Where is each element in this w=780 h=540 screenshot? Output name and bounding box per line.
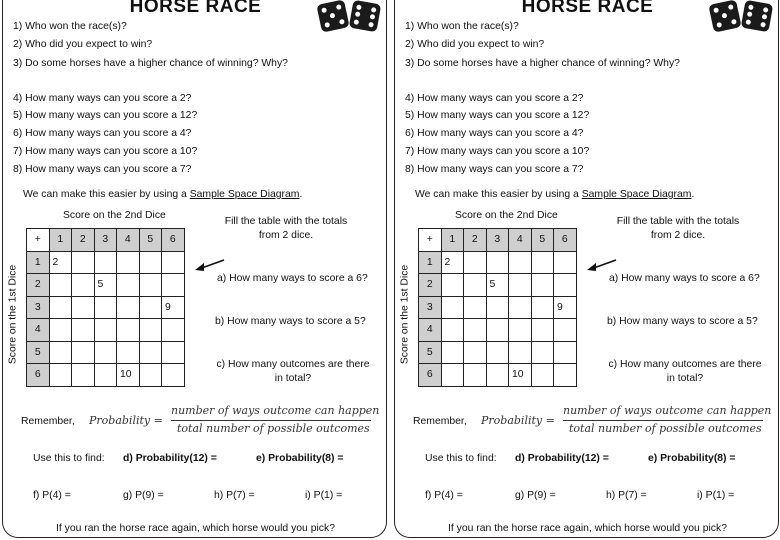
grid-cell[interactable] xyxy=(441,296,464,319)
worksheet-title: HORSE RACE xyxy=(521,0,654,17)
grid-row xyxy=(419,296,577,319)
grid-cell[interactable] xyxy=(139,251,162,274)
grid-cell[interactable]: 10 xyxy=(117,364,140,387)
grid-cell[interactable] xyxy=(162,341,185,364)
grid-row-header: 2 xyxy=(27,274,50,297)
question-1: 1) Who won the race(s)? xyxy=(13,21,127,32)
grid-cell[interactable] xyxy=(139,296,162,319)
grid-corner: + xyxy=(27,229,50,252)
grid-cell[interactable] xyxy=(486,319,509,342)
grid-col-header: 6 xyxy=(162,229,185,252)
grid-cell[interactable] xyxy=(162,364,185,387)
grid-cell[interactable] xyxy=(531,296,554,319)
grid-row xyxy=(27,319,185,342)
grid-row xyxy=(419,341,577,364)
grid-col-header: 2 xyxy=(464,229,487,252)
grid-row-header: 3 xyxy=(27,296,50,319)
grid-row xyxy=(27,274,185,297)
grid-cell[interactable] xyxy=(554,341,577,364)
question-1: 1) Who won the race(s)? xyxy=(405,21,519,32)
grid-cell[interactable] xyxy=(162,319,185,342)
sample-space-grid xyxy=(26,228,185,387)
grid-row-header: 3 xyxy=(419,296,442,319)
grid-row xyxy=(419,274,577,297)
grid-row-header: 6 xyxy=(419,364,442,387)
grid-cell[interactable] xyxy=(464,341,487,364)
grid-row xyxy=(27,364,185,387)
question-e: e) Probability(8) = xyxy=(648,453,736,464)
grid-cell[interactable] xyxy=(72,341,95,364)
sample-space-link: Sample Space Diagram xyxy=(189,189,300,200)
remember-label: Remember, xyxy=(21,416,75,427)
grid-col-header: 4 xyxy=(509,229,532,252)
dice-icon xyxy=(741,0,773,32)
grid-cell[interactable] xyxy=(554,251,577,274)
question-7: 7) How many ways can you score a 10? xyxy=(13,146,198,157)
question-c: c) How many outcomes are there in total? xyxy=(216,359,370,384)
question-8: 8) How many ways can you score a 7? xyxy=(405,164,584,175)
grid-cell[interactable] xyxy=(72,251,95,274)
formula-numerator: number of ways outcome can happen xyxy=(563,404,772,417)
question-7: 7) How many ways can you score a 10? xyxy=(405,146,590,157)
grid-cell[interactable] xyxy=(464,274,487,297)
question-f: f) P(4) = xyxy=(425,490,463,501)
grid-row-header: 4 xyxy=(27,319,50,342)
formula-denominator: total number of possible outcomes xyxy=(177,422,370,435)
grid-cell[interactable] xyxy=(139,319,162,342)
question-h: h) P(7) = xyxy=(606,490,647,501)
question-d: d) Probability(12) = xyxy=(515,453,609,464)
grid-cell[interactable]: 2 xyxy=(49,251,72,274)
question-h: h) P(7) = xyxy=(214,490,255,501)
grid-cell[interactable] xyxy=(509,341,532,364)
question-5: 5) How many ways can you score a 12? xyxy=(405,110,590,121)
grid-row-header: 6 xyxy=(27,364,50,387)
arrow-icon xyxy=(587,258,617,272)
grid-cell[interactable] xyxy=(72,296,95,319)
grid-cell[interactable] xyxy=(94,296,117,319)
grid-cell[interactable] xyxy=(554,319,577,342)
grid-cell[interactable] xyxy=(486,364,509,387)
question-8: 8) How many ways can you score a 7? xyxy=(13,164,192,175)
remember-label: Remember, xyxy=(413,416,467,427)
grid-col-header: 2 xyxy=(72,229,95,252)
grid-row xyxy=(419,319,577,342)
grid-cell[interactable] xyxy=(509,296,532,319)
use-this-label: Use this to find: xyxy=(33,453,105,464)
grid-col-header: 3 xyxy=(94,229,117,252)
bottom-question: If you ran the horse race again, which horse would you pick? xyxy=(56,523,335,534)
dice-icon xyxy=(316,0,349,33)
grid-cell[interactable] xyxy=(49,364,72,387)
grid-cell[interactable] xyxy=(139,274,162,297)
grid-cell[interactable] xyxy=(162,274,185,297)
grid-row xyxy=(27,296,185,319)
dice-icon xyxy=(708,0,741,33)
grid-col-header: 1 xyxy=(49,229,72,252)
formula-label: Probability = xyxy=(89,414,163,427)
worksheet-left xyxy=(2,0,387,538)
grid-cell[interactable] xyxy=(139,364,162,387)
grid-cell[interactable] xyxy=(117,251,140,274)
grid-cell[interactable] xyxy=(509,319,532,342)
grid-cell[interactable] xyxy=(531,251,554,274)
grid-cell[interactable] xyxy=(531,341,554,364)
question-5: 5) How many ways can you score a 12? xyxy=(13,110,198,121)
grid-cell[interactable] xyxy=(162,251,185,274)
worksheet-right xyxy=(394,0,779,538)
grid-cell[interactable] xyxy=(531,319,554,342)
question-g: g) P(9) = xyxy=(123,490,164,501)
grid-cell[interactable] xyxy=(464,319,487,342)
hint-suffix: . xyxy=(299,189,303,200)
sample-space-link: Sample Space Diagram xyxy=(581,189,692,200)
grid-cell[interactable] xyxy=(464,296,487,319)
fraction-bar xyxy=(563,420,763,421)
grid-cell[interactable]: 10 xyxy=(509,364,532,387)
grid-col-header: 5 xyxy=(531,229,554,252)
grid-col-header: 5 xyxy=(139,229,162,252)
fill-instruction: Fill the table with the totals from 2 dice. xyxy=(224,216,348,241)
grid-cell[interactable] xyxy=(441,341,464,364)
grid-cell[interactable] xyxy=(441,364,464,387)
grid-cell[interactable] xyxy=(464,251,487,274)
grid-cell[interactable] xyxy=(531,274,554,297)
grid-cell[interactable] xyxy=(72,319,95,342)
fraction-bar xyxy=(171,420,371,421)
question-e: e) Probability(8) = xyxy=(256,453,344,464)
arrow-icon xyxy=(195,258,225,272)
grid-cell[interactable] xyxy=(94,251,117,274)
formula-label: Probability = xyxy=(481,414,555,427)
grid-cell[interactable] xyxy=(486,341,509,364)
grid-cell[interactable]: 2 xyxy=(441,251,464,274)
grid-cell[interactable] xyxy=(117,319,140,342)
grid-row-header: 4 xyxy=(419,319,442,342)
formula-denominator: total number of possible outcomes xyxy=(569,422,762,435)
grid-corner: + xyxy=(419,229,442,252)
grid-cell[interactable] xyxy=(531,364,554,387)
grid-cell[interactable] xyxy=(554,274,577,297)
grid-cell[interactable] xyxy=(72,274,95,297)
grid-header-row xyxy=(27,229,185,252)
grid-row xyxy=(27,251,185,274)
axis-label-first-dice: Score on the 1st Dice xyxy=(399,264,411,365)
question-g: g) P(9) = xyxy=(515,490,556,501)
grid-col-header: 3 xyxy=(486,229,509,252)
question-a: a) How many ways to score a 6? xyxy=(217,273,368,284)
grid-row xyxy=(419,364,577,387)
grid-cell[interactable] xyxy=(554,364,577,387)
hint-text xyxy=(415,189,694,200)
grid-cell[interactable] xyxy=(49,319,72,342)
grid-cell[interactable]: 9 xyxy=(162,296,185,319)
grid-col-header: 1 xyxy=(441,229,464,252)
hint-text xyxy=(23,189,302,200)
hint-prefix: We can make this easier by using a xyxy=(415,189,582,200)
grid-cell[interactable] xyxy=(94,341,117,364)
axis-label-second-dice: Score on the 2nd Dice xyxy=(63,210,166,221)
grid-cell[interactable] xyxy=(49,341,72,364)
grid-row-header: 2 xyxy=(419,274,442,297)
grid-cell[interactable] xyxy=(117,296,140,319)
question-i: i) P(1) = xyxy=(305,490,343,501)
question-6: 6) How many ways can you score a 4? xyxy=(405,128,584,139)
grid-cell[interactable]: 5 xyxy=(94,274,117,297)
grid-row-header: 1 xyxy=(419,251,442,274)
question-i: i) P(1) = xyxy=(697,490,735,501)
axis-label-first-dice: Score on the 1st Dice xyxy=(7,264,19,365)
grid-row-header: 5 xyxy=(419,341,442,364)
question-2: 2) Who did you expect to win? xyxy=(13,39,153,50)
grid-cell[interactable] xyxy=(509,274,532,297)
question-3: 3) Do some horses have a higher chance of winning? Why? xyxy=(405,58,680,69)
grid-cell[interactable] xyxy=(117,341,140,364)
hint-prefix: We can make this easier by using a xyxy=(23,189,190,200)
grid-cell[interactable] xyxy=(509,251,532,274)
grid-row-header: 1 xyxy=(27,251,50,274)
grid-cell[interactable] xyxy=(486,251,509,274)
fill-instruction: Fill the table with the totals from 2 dice. xyxy=(616,216,740,241)
question-b: b) How many ways to score a 5? xyxy=(215,316,366,327)
grid-col-header: 6 xyxy=(554,229,577,252)
grid-header-row xyxy=(419,229,577,252)
grid-row xyxy=(27,341,185,364)
question-6: 6) How many ways can you score a 4? xyxy=(13,128,192,139)
grid-cell[interactable] xyxy=(94,319,117,342)
grid-cell[interactable]: 9 xyxy=(554,296,577,319)
grid-cell[interactable] xyxy=(49,274,72,297)
question-c: c) How many outcomes are there in total? xyxy=(608,359,762,384)
grid-cell[interactable] xyxy=(464,364,487,387)
grid-cell[interactable] xyxy=(486,296,509,319)
question-a: a) How many ways to score a 6? xyxy=(609,273,760,284)
question-4: 4) How many ways can you score a 2? xyxy=(405,93,584,104)
formula-numerator: number of ways outcome can happen xyxy=(171,404,380,417)
question-2: 2) Who did you expect to win? xyxy=(405,39,545,50)
worksheet-title: HORSE RACE xyxy=(129,0,262,17)
question-4: 4) How many ways can you score a 2? xyxy=(13,93,192,104)
grid-cell[interactable] xyxy=(139,341,162,364)
question-f: f) P(4) = xyxy=(33,490,71,501)
grid-cell[interactable]: 5 xyxy=(486,274,509,297)
sample-space-grid xyxy=(418,228,577,387)
grid-row-header: 5 xyxy=(27,341,50,364)
axis-label-second-dice: Score on the 2nd Dice xyxy=(455,210,558,221)
use-this-label: Use this to find: xyxy=(425,453,497,464)
dice-icon xyxy=(349,0,381,32)
grid-cell[interactable] xyxy=(441,274,464,297)
bottom-question: If you ran the horse race again, which horse would you pick? xyxy=(448,523,727,534)
grid-cell[interactable] xyxy=(72,364,95,387)
grid-cell[interactable] xyxy=(49,296,72,319)
grid-col-header: 4 xyxy=(117,229,140,252)
grid-cell[interactable] xyxy=(117,274,140,297)
grid-cell[interactable] xyxy=(94,364,117,387)
grid-row xyxy=(419,251,577,274)
grid-cell[interactable] xyxy=(441,319,464,342)
question-b: b) How many ways to score a 5? xyxy=(607,316,758,327)
question-3: 3) Do some horses have a higher chance of winning? Why? xyxy=(13,58,288,69)
question-d: d) Probability(12) = xyxy=(123,453,217,464)
hint-suffix: . xyxy=(691,189,695,200)
